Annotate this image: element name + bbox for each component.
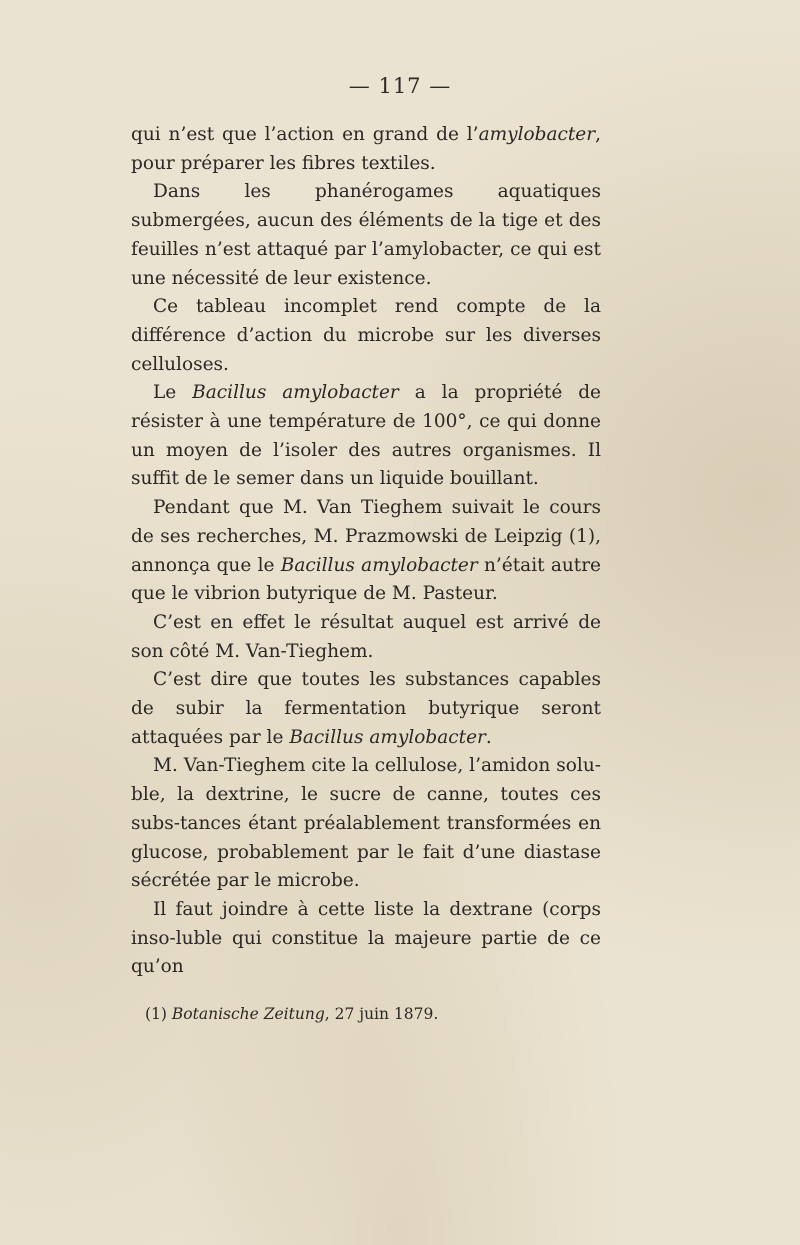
paragraph-4: Le Bacillus amylobacter a la propriété de résister à une température de 100°, ce qui donne un moyen de l’isoler des autres organismes. Il suffit de le semer dans un liquide bouillant. (131, 382, 602, 490)
page-number: — 117 — (348, 74, 452, 98)
body-text (131, 121, 601, 982)
paragraph-2: Dans les phanérogames aquatiques submergées, aucun des éléments de la tige et des feuilles n’est attaqué par l’amylobacter, ce qui est une nécessité de leur existence. (131, 181, 601, 289)
paragraph-8: M. Van-Tieghem cite la cellulose, l’amidon solu-ble, la dextrine, le sucre de canne, toutes ces subs-tances étant préalablement transformées en glucose, probablement par le fait d’une diastase sécrétée par le microbe. (131, 755, 601, 892)
paragraph-5: Pendant que M. Van Tieghem suivait le cours de ses recherches, M. Prazmowski de Leipzig (1), annonça que le Bacillus amylobacter n’était autre que le vibrion butyrique de M. Pasteur. (131, 497, 602, 605)
footnote-source: Botanische Zeitung (171, 1005, 325, 1023)
paragraph-1: qui n’est que l’action en grand de l’amylobacter, pour préparer les fibres textiles. (131, 124, 601, 174)
paragraph-6: C’est en effet le résultat auquel est arrivé de son côté M. Van-Tieghem. (131, 611, 601, 662)
paragraph-7: C’est dire que toutes les substances capables de subir la fermentation butyrique seront attaquées par le Bacillus amylobacter. (131, 669, 601, 748)
footnote: (1) Botanische Zeitung, 27 juin 1879. (145, 1005, 439, 1023)
paragraph-3: Ce tableau incomplet rend compte de la différence d’action du microbe sur les diverses celluloses. (131, 296, 601, 375)
paragraph-9: Il faut joindre à cette liste la dextrane (corps inso-luble qui constitue la majeure partie de ce qu’on (131, 898, 601, 978)
